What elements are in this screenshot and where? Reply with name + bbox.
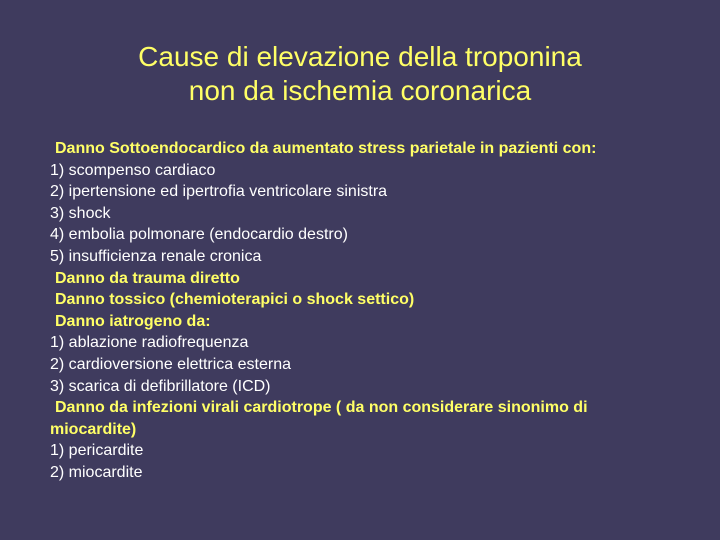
list-item: 1) ablazione radiofrequenza (50, 334, 249, 352)
heading-toxic: Danno tossico (chemioterapici o shock settico) (55, 291, 415, 309)
list-item: 4) embolia polmonare (endocardio destro) (50, 226, 348, 244)
heading-viral-continued: miocardite) (50, 420, 137, 438)
list-item: 2) ipertensione ed ipertrofia ventricolare sinistra (50, 183, 388, 201)
heading-iatrogenic: Danno iatrogeno da: (55, 312, 211, 330)
list-item: 5) insufficienza renale cronica (50, 247, 262, 265)
heading-viral: Danno da infezioni virali cardiotrope ( da non considerare sinonimo di (55, 399, 588, 417)
list-item: 3) scarica di defibrillatore (ICD) (50, 377, 271, 395)
slide-title (40, 40, 680, 108)
list-item: 1) pericardite (50, 442, 144, 460)
list-item: 2) cardioversione elettrica esterna (50, 355, 292, 373)
heading-subendocardial: Danno Sottoendocardico da aumentato stress parietale in pazienti con: (55, 140, 597, 157)
slide-body (50, 138, 680, 484)
title-line-2: non da ischemia coronarica (188, 75, 532, 106)
list-item: 2) miocardite (50, 463, 143, 481)
title-line-1: Cause di elevazione della troponina (138, 41, 582, 72)
heading-trauma: Danno da trauma diretto (55, 269, 240, 287)
list-item: 1) scompenso cardiaco (50, 161, 216, 179)
list-item: 3) shock (50, 204, 111, 222)
